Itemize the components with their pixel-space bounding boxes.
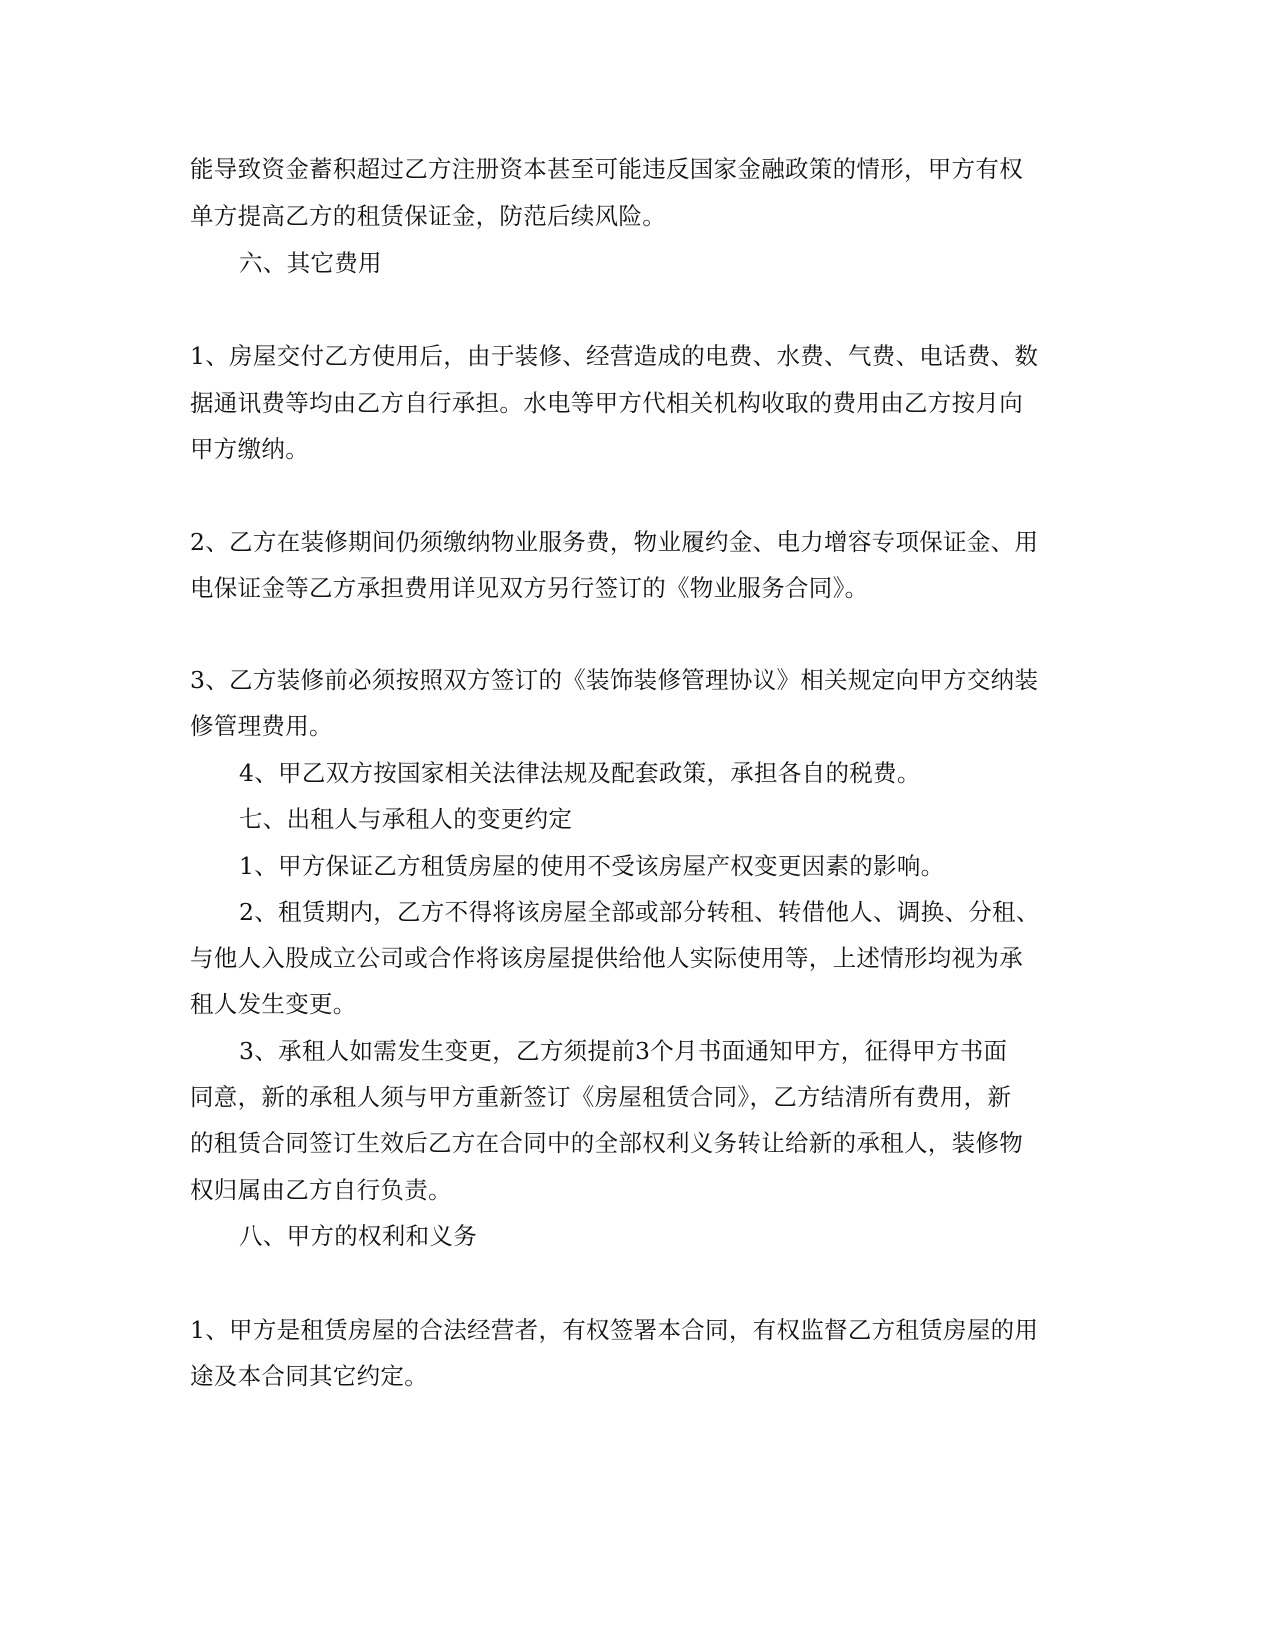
paragraph-line: 与他人入股成立公司或合作将该房屋提供给他人实际使用等，上述情形均视为承 — [190, 944, 1023, 972]
paragraph-line: 1、甲方保证乙方租赁房屋的使用不受该房屋产权变更因素的影响。 — [239, 852, 945, 880]
section-heading: 六、其它费用 — [239, 249, 382, 277]
paragraph-line: 2、租赁期内，乙方不得将该房屋全部或部分转租、转借他人、调换、分租、 — [239, 898, 1040, 926]
paragraph-line: 途及本合同其它约定。 — [190, 1362, 428, 1390]
section-heading: 七、出租人与承租人的变更约定 — [239, 805, 573, 833]
paragraph-line: 1、房屋交付乙方使用后，由于装修、经营造成的电费、水费、气费、电话费、数 — [190, 342, 1039, 370]
paragraph-line: 能导致资金蓄积超过乙方注册资本甚至可能违反国家金融政策的情形，甲方有权 — [190, 155, 1023, 183]
paragraph-line: 4、甲乙双方按国家相关法律法规及配套政策，承担各自的税费。 — [239, 759, 921, 787]
paragraph-line: 据通讯费等均由乙方自行承担。水电等甲方代相关机构收取的费用由乙方按月向 — [190, 389, 1023, 417]
paragraph-line: 单方提高乙方的租赁保证金，防范后续风险。 — [190, 202, 666, 230]
paragraph-line: 修管理费用。 — [190, 712, 333, 740]
paragraph-line: 的租赁合同签订生效后乙方在合同中的全部权利义务转让给新的承租人，装修物 — [190, 1129, 1023, 1157]
paragraph-line: 电保证金等乙方承担费用详见双方另行签订的《物业服务合同》。 — [190, 574, 869, 602]
paragraph-line: 租人发生变更。 — [190, 990, 357, 1018]
paragraph-line: 甲方缴纳。 — [190, 435, 309, 463]
paragraph-line: 3、承租人如需发生变更，乙方须提前3个月书面通知甲方，征得甲方书面 — [239, 1037, 1008, 1065]
paragraph-line: 2、乙方在装修期间仍须缴纳物业服务费，物业履约金、电力增容专项保证金、用 — [190, 528, 1039, 556]
paragraph-line: 3、乙方装修前必须按照双方签订的《装饰装修管理协议》相关规定向甲方交纳装 — [190, 666, 1039, 694]
paragraph-line: 同意，新的承租人须与甲方重新签订《房屋租赁合同》，乙方结清所有费用，新 — [190, 1083, 1012, 1111]
paragraph-line: 1、甲方是租赁房屋的合法经营者，有权签署本合同，有权监督乙方租赁房屋的用 — [190, 1316, 1039, 1344]
section-heading: 八、甲方的权利和义务 — [239, 1222, 477, 1250]
paragraph-line: 权归属由乙方自行负责。 — [190, 1176, 452, 1204]
